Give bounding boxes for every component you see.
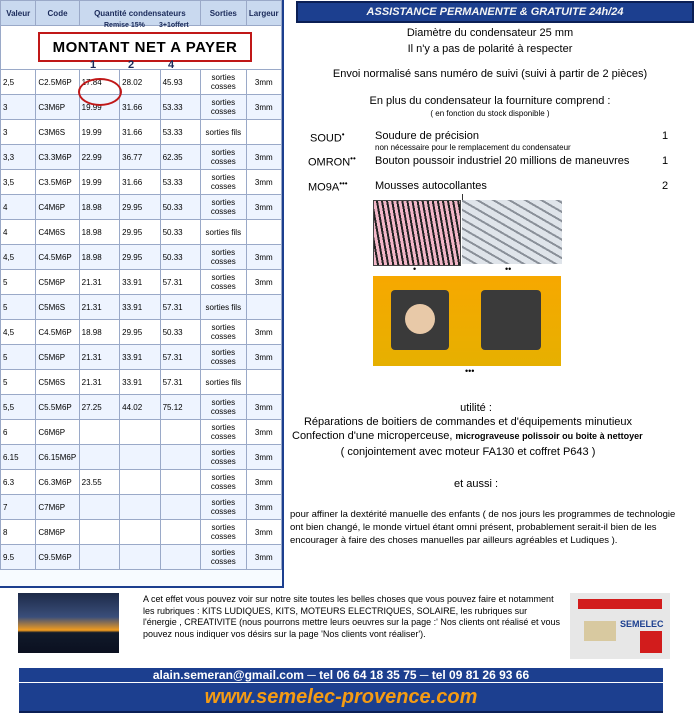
item-qty-soud: 1 [662, 130, 669, 142]
cell-q2: 28.02 [120, 70, 160, 95]
cell-q4: 57.31 [160, 345, 200, 370]
contact-bar: alain.semeran@gmail.com ─ tel 06 64 18 35 75 ─ tel 09 81 26 93 66 [19, 668, 663, 682]
table-row [1, 295, 282, 320]
table-row [1, 545, 282, 570]
website-link[interactable]: www.semelec-provence.com [19, 683, 663, 713]
table-row [1, 170, 282, 195]
cell-valeur: 8 [1, 520, 36, 545]
cell-q4: 53.33 [160, 120, 200, 145]
cell-q2 [120, 445, 160, 470]
cell-q2: 29.95 [120, 320, 160, 345]
table-row [1, 395, 282, 420]
bouton-body-2 [481, 290, 541, 350]
table-row [1, 345, 282, 370]
cell-sorties: sorties cosses [201, 320, 247, 345]
cell-sorties: sorties cosses [201, 470, 247, 495]
cell-q1: 18.98 [79, 245, 119, 270]
cell-code: C3M6P [36, 95, 79, 120]
table-row [1, 520, 282, 545]
cell-sorties: sorties fils [201, 120, 247, 145]
cell-code: C3.5M6P [36, 170, 79, 195]
cell-valeur: 2,5 [1, 70, 36, 95]
cell-q4: 50.33 [160, 220, 200, 245]
cell-q1: 19.99 [79, 120, 119, 145]
reparations-text: Réparations de boitiers de commandes et d'équipements minutieux [303, 416, 632, 428]
cell-largeur: 3mm [246, 195, 281, 220]
cell-code: C3.3M6P [36, 145, 79, 170]
cell-q2: 33.91 [120, 345, 160, 370]
cell-q1 [79, 445, 119, 470]
cell-q2: 31.66 [120, 95, 160, 120]
cell-largeur: 3mm [246, 320, 281, 345]
utilite-text: utilité : [460, 402, 492, 414]
logo-top-bar [578, 599, 662, 609]
conjointement-text: ( conjointement avec moteur FA130 et coffret P643 ) [340, 446, 596, 458]
cell-valeur: 7 [1, 495, 36, 520]
cell-q2: 29.95 [120, 245, 160, 270]
cell-code: C8M6P [36, 520, 79, 545]
cell-valeur: 6.15 [1, 445, 36, 470]
cell-q4 [160, 445, 200, 470]
cell-q2: 33.91 [120, 295, 160, 320]
dot-two: •• [505, 264, 512, 274]
cell-sorties: sorties cosses [201, 170, 247, 195]
cell-sorties: sorties cosses [201, 520, 247, 545]
table-row [1, 70, 282, 95]
header-valeur: Valeur [1, 1, 36, 26]
mousses-photo [462, 200, 562, 264]
header-sorties: Sorties [201, 1, 247, 26]
item-code-soud: SOUD• [310, 130, 345, 145]
polarite-text: Il n'y a pas de polarité à respecter [407, 43, 573, 55]
cell-largeur: 3mm [246, 145, 281, 170]
cell-q1: 23.55 [79, 470, 119, 495]
item-label-soud: Soudure de précision [375, 130, 479, 142]
cell-q4: 62.35 [160, 145, 200, 170]
cell-valeur: 4,5 [1, 320, 36, 345]
sunset-image [18, 593, 119, 653]
cell-largeur [246, 220, 281, 245]
bouton-cap [405, 304, 435, 334]
cell-valeur: 3,5 [1, 170, 36, 195]
table-row [1, 320, 282, 345]
cell-largeur: 3mm [246, 395, 281, 420]
cell-q4: 45.93 [160, 70, 200, 95]
cell-q2 [120, 495, 160, 520]
cell-sorties: sorties cosses [201, 195, 247, 220]
assistance-banner: ASSISTANCE PERMANENTE & GRATUITE 24h/24 [296, 1, 694, 23]
cell-code: C4M6S [36, 220, 79, 245]
cell-q1 [79, 420, 119, 445]
cell-q2: 29.95 [120, 220, 160, 245]
cell-q4 [160, 520, 200, 545]
table-row [1, 120, 282, 145]
cell-q2 [120, 420, 160, 445]
cell-q1 [79, 520, 119, 545]
cell-sorties: sorties fils [201, 295, 247, 320]
fourniture-text: En plus du condensateur la fourniture comprend : [369, 95, 611, 107]
item-code-omron: OMRON•• [308, 154, 356, 169]
table-row [1, 470, 282, 495]
col-number-1: 1 [90, 59, 97, 71]
cell-largeur: 3mm [246, 420, 281, 445]
cell-valeur: 4 [1, 220, 36, 245]
table-row [1, 245, 282, 270]
cell-code: C7M6P [36, 495, 79, 520]
price-table [0, 0, 282, 570]
cell-q1: 21.31 [79, 370, 119, 395]
cell-q1: 18.98 [79, 220, 119, 245]
dot-one: • [413, 264, 417, 274]
item-label-mo9a: Mousses autocollantes [375, 180, 487, 192]
cell-q2: 31.66 [120, 170, 160, 195]
item-qty-mo9a: 2 [662, 180, 669, 192]
table-row [1, 270, 282, 295]
cell-sorties: sorties fils [201, 370, 247, 395]
header-quantite: Quantité condensateurs [79, 1, 200, 26]
cell-code: C4M6P [36, 195, 79, 220]
table-row [1, 145, 282, 170]
cell-sorties: sorties fils [201, 220, 247, 245]
cell-sorties: sorties cosses [201, 95, 247, 120]
cell-q2: 33.91 [120, 270, 160, 295]
cell-code: C4.5M6P [36, 320, 79, 345]
price-table-panel [0, 0, 284, 588]
cell-sorties: sorties cosses [201, 545, 247, 570]
cell-q4: 50.33 [160, 195, 200, 220]
cell-q1: 27.25 [79, 395, 119, 420]
cell-q2: 33.91 [120, 370, 160, 395]
cell-q2 [120, 520, 160, 545]
cell-q2: 44.02 [120, 395, 160, 420]
cell-q4: 57.31 [160, 370, 200, 395]
cell-valeur: 5 [1, 370, 36, 395]
cell-code: C6M6P [36, 420, 79, 445]
envoi-text: Envoi normalisé sans numéro de suivi (suivi à partir de 2 pièces) [332, 68, 648, 80]
cell-valeur: 5 [1, 295, 36, 320]
logo-text: SEMELEC [620, 619, 664, 629]
cell-valeur: 3 [1, 120, 36, 145]
cell-valeur: 6.3 [1, 470, 36, 495]
cell-valeur: 5 [1, 270, 36, 295]
cell-q4: 50.33 [160, 320, 200, 345]
effet-text: A cet effet vous pouvez voir sur notre site toutes les belles choses que vous pouvez faire et notamment les rubriques : KITS LUDIQUES, KITS, MOTEURS ELECTRIQUES, SOLAIRE, les rubriques sur l'énergie , CREATIVITE (nous pourrons mettre leurs oeuvres sur la page :' Nos clients ont réalisé et vous pouvez nous indiquer vos désirs sur la page 'Nos clients vont réaliser'). [143, 594, 560, 639]
cell-largeur [246, 295, 281, 320]
header-code: Code [36, 1, 79, 26]
cell-sorties: sorties cosses [201, 420, 247, 445]
cell-largeur: 3mm [246, 95, 281, 120]
col-number-2: 2 [128, 59, 135, 71]
cell-q1: 18.98 [79, 195, 119, 220]
col-number-4: 4 [168, 59, 175, 71]
cell-code: C4.5M6P [36, 245, 79, 270]
cell-code: C3M6S [36, 120, 79, 145]
cell-valeur: 4 [1, 195, 36, 220]
cell-sorties: sorties cosses [201, 145, 247, 170]
cell-largeur: 3mm [246, 520, 281, 545]
bouton-photo [373, 276, 561, 366]
cell-q2: 36.77 [120, 145, 160, 170]
cell-valeur: 5,5 [1, 395, 36, 420]
table-row [1, 420, 282, 445]
dot-three: ••• [465, 366, 475, 376]
semelec-logo [570, 593, 670, 659]
cell-valeur: 5 [1, 345, 36, 370]
cell-q2: 31.66 [120, 120, 160, 145]
highlight-circle [78, 78, 122, 106]
cell-q1: 18.98 [79, 320, 119, 345]
cell-q4 [160, 420, 200, 445]
cell-sorties: sorties cosses [201, 270, 247, 295]
cell-sorties: sorties cosses [201, 245, 247, 270]
cell-largeur: 3mm [246, 170, 281, 195]
cell-valeur: 4,5 [1, 245, 36, 270]
cell-q2: 29.95 [120, 195, 160, 220]
cell-q4: 57.31 [160, 270, 200, 295]
logo-side-mark [640, 631, 662, 653]
cell-valeur: 3,3 [1, 145, 36, 170]
item-label-omron: Bouton poussoir industriel 20 millions de maneuvres [375, 155, 630, 167]
cell-q2 [120, 545, 160, 570]
cell-sorties: sorties cosses [201, 445, 247, 470]
cell-largeur: 3mm [246, 245, 281, 270]
cell-code: C2.5M6P [36, 70, 79, 95]
cell-sorties: sorties cosses [201, 395, 247, 420]
cell-largeur: 3mm [246, 345, 281, 370]
aussi-text: et aussi : [453, 478, 499, 490]
confection-text: Confection d'une microperceuse, micrograveuse polissoir ou boite à nettoyer [292, 430, 643, 442]
cell-code: C5M6S [36, 370, 79, 395]
cell-largeur [246, 370, 281, 395]
offert-label: 3+1offert [159, 22, 189, 29]
cell-code: C5.5M6P [36, 395, 79, 420]
cell-q4 [160, 545, 200, 570]
affiner-text: pour affiner la dextérité manuelle des enfants ( de nos jours les programmes de technologie ont bien changé, le monde virtuel étant omni présent, probablement serait-il bien de les encourager à faire des choses manuelles par ailleurs agréables et Ludiques ). [290, 509, 676, 546]
cell-q4: 75.12 [160, 395, 200, 420]
cell-q1 [79, 495, 119, 520]
cell-code: C6.15M6P [36, 445, 79, 470]
cell-q1: 17.84 [79, 70, 119, 95]
cell-q4 [160, 495, 200, 520]
cell-largeur: 3mm [246, 470, 281, 495]
montant-net-label: MONTANT NET A PAYER [38, 32, 252, 62]
cell-code: C6.3M6P [36, 470, 79, 495]
cell-valeur: 9.5 [1, 545, 36, 570]
item-code-mo9a: MO9A••• [308, 179, 348, 194]
cell-q1: 21.31 [79, 295, 119, 320]
cell-q4: 50.33 [160, 245, 200, 270]
cell-code: C9.5M6P [36, 545, 79, 570]
item-sub-soud: non nécessaire pour le remplacement du condensateur [375, 143, 571, 152]
cell-sorties: sorties cosses [201, 345, 247, 370]
cell-q1: 19.99 [79, 170, 119, 195]
cell-largeur: 3mm [246, 545, 281, 570]
cell-q4 [160, 470, 200, 495]
table-row [1, 370, 282, 395]
cell-code: C5M6S [36, 295, 79, 320]
cell-q2 [120, 470, 160, 495]
table-row [1, 195, 282, 220]
cell-sorties: sorties cosses [201, 495, 247, 520]
cell-q1: 21.31 [79, 270, 119, 295]
table-row [1, 495, 282, 520]
cell-valeur: 6 [1, 420, 36, 445]
soudure-photo [373, 200, 461, 266]
table-row [1, 220, 282, 245]
cell-q1: 22.99 [79, 145, 119, 170]
table-row [1, 95, 282, 120]
remise-label: Remise 15% [104, 22, 145, 29]
cell-q1 [79, 545, 119, 570]
logo-part [584, 621, 616, 641]
cell-q4: 53.33 [160, 170, 200, 195]
cell-valeur: 3 [1, 95, 36, 120]
cell-q4: 53.33 [160, 95, 200, 120]
item-qty-omron: 1 [662, 155, 669, 167]
table-row [1, 445, 282, 470]
cell-sorties: sorties cosses [201, 70, 247, 95]
cell-largeur: 3mm [246, 445, 281, 470]
stock-text: ( en fonction du stock disponible ) [430, 109, 550, 118]
cell-largeur: 3mm [246, 70, 281, 95]
cell-q1: 21.31 [79, 345, 119, 370]
cell-largeur: 3mm [246, 495, 281, 520]
cell-code: C5M6P [36, 270, 79, 295]
cell-code: C5M6P [36, 345, 79, 370]
cell-q4: 57.31 [160, 295, 200, 320]
cell-largeur [246, 120, 281, 145]
diametre-text: Diamètre du condensateur 25 mm [406, 27, 574, 39]
header-largeur: Largeur [246, 1, 281, 26]
cell-largeur: 3mm [246, 270, 281, 295]
cell-q1: 19.99 [79, 95, 119, 120]
